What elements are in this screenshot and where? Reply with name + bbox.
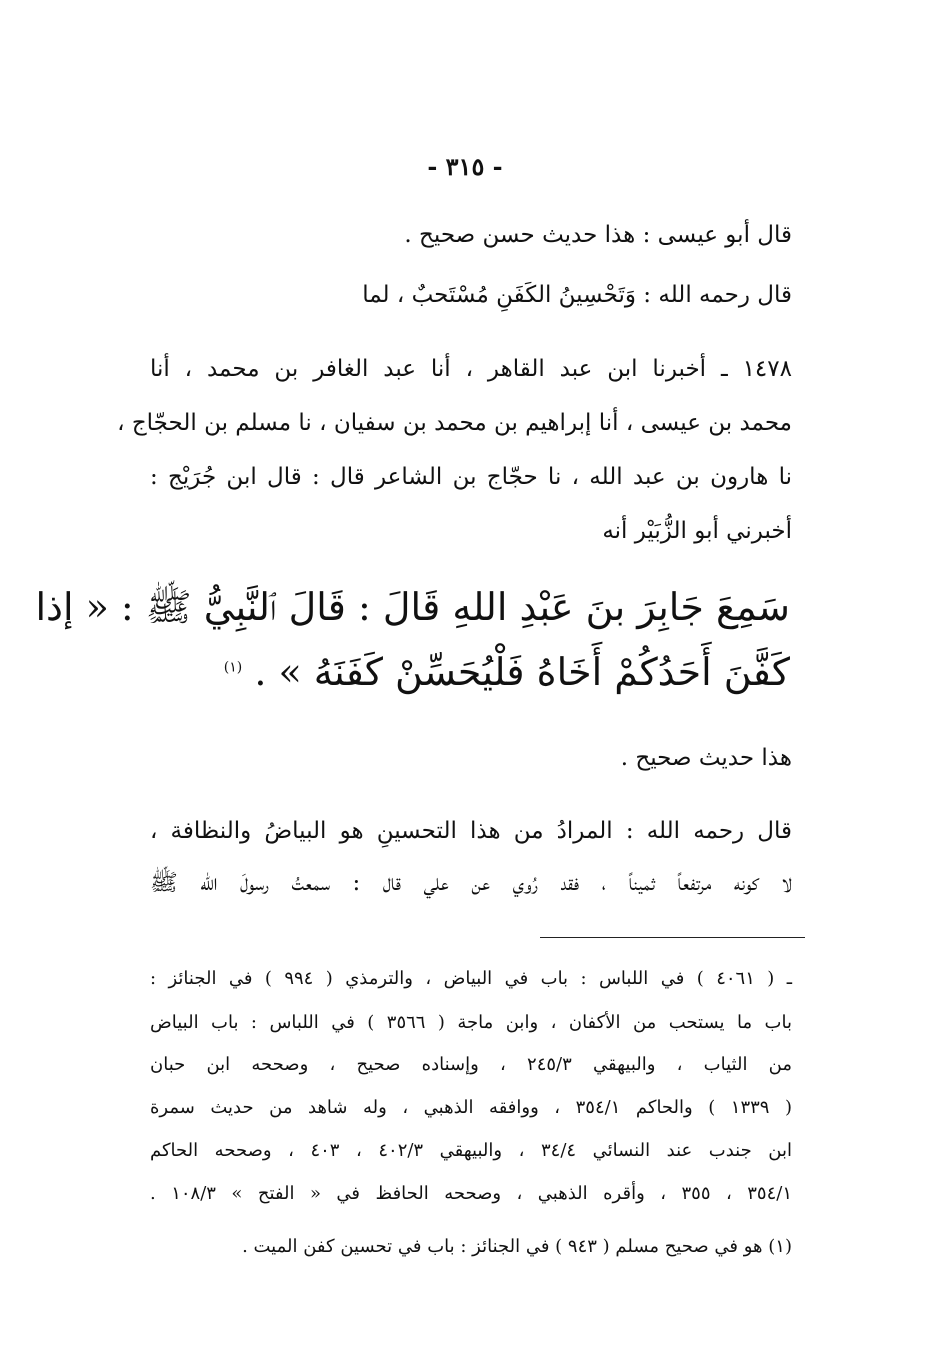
footnote-line-4: ( ١٣٣٩ ) والحاكم ٣٥٤/١ ، ووافقه الذهبي ، وله شاهد من حديث سمرة — [150, 1097, 792, 1118]
footnote-1: (١) هو في صحيح مسلم ( ٩٤٣ ) في الجنائز : باب في تحسين كفن الميت . — [242, 1236, 792, 1257]
isnad-line-1: ١٤٧٨ ـ أخبرنا ابن عبد القاهر ، أنا عبد الغافر بن محمد ، أنا — [150, 356, 792, 382]
hadith-text: كَفَّنَ أَحَدُكُمْ أَخَاهُ فَلْيُحَسِّنْ كَفَنَهُ » . — [254, 650, 790, 694]
isnad-line-4: أخبرني أبو الزُّبَيْر أنه — [602, 518, 792, 544]
hadith-grading: هذا حديث صحيح . — [620, 745, 792, 771]
footnote-line-2: باب ما يستحب من الأكفان ، وابن ماجة ( ٣٥٦٦ ) في اللباس : باب البياض — [150, 1012, 792, 1033]
isnad-line-3: نا هارون بن عبد الله ، نا حجّاج بن الشاعر قال : قال ابن جُرَيْج : — [150, 464, 792, 490]
page-number: - ٣١٥ - — [427, 152, 503, 181]
commentary-line-2: لا كونه مرتفعاً ثميناً ، فقد رُوي عن علي قال : سمعتُ رسولَ الله ﷺ — [150, 870, 792, 896]
hadith-text-line-2 — [224, 650, 790, 696]
commentary-line-1: قال رحمه الله : المرادُ من هذا التحسينِ هو البياضُ والنظافة ، — [150, 818, 792, 844]
isnad-line-2: محمد بن عيسى ، أنا إبراهيم بن محمد بن سفيان ، نا مسلم بن الحجّاج ، — [117, 410, 792, 436]
author-statement: قال رحمه الله : وَتَحْسِينُ الكَفَنِ مُسْتَحبٌ ، لما — [362, 282, 792, 308]
hadith-text-line-1: سَمِعَ جَابِرَ بنَ عَبْدِ اللهِ قَالَ : قَالَ ٱلنَّبِيُّ ﷺ : « إذا — [35, 585, 790, 629]
footnote-line-1: ـ ( ٤٠٦١ ) في اللباس : باب في البياض ، والترمذي ( ٩٩٤ ) في الجنائز : — [150, 968, 792, 989]
footnote-line-3: من الثياب ، والبيهقي ٢٤٥/٣ ، وإسناده صحيح ، وصححه ابن حبان — [150, 1054, 793, 1075]
abu-isa-grading: قال أبو عيسى : هذا حديث حسن صحيح . — [404, 222, 792, 248]
footnote-line-6: ٣٥٤/١ ، ٣٥٥ ، وأقره الذهبي ، وصححه الحافظ في « الفتح » ١٠٨/٣ . — [150, 1183, 793, 1204]
footnote-line-5: ابن جندب عند النسائي ٣٤/٤ ، والبيهقي ٤٠٢/٣ ، ٤٠٣ ، وصححه الحاكم — [150, 1140, 792, 1161]
footnote-marker: (١) — [223, 659, 243, 676]
footnote-separator — [540, 937, 805, 938]
